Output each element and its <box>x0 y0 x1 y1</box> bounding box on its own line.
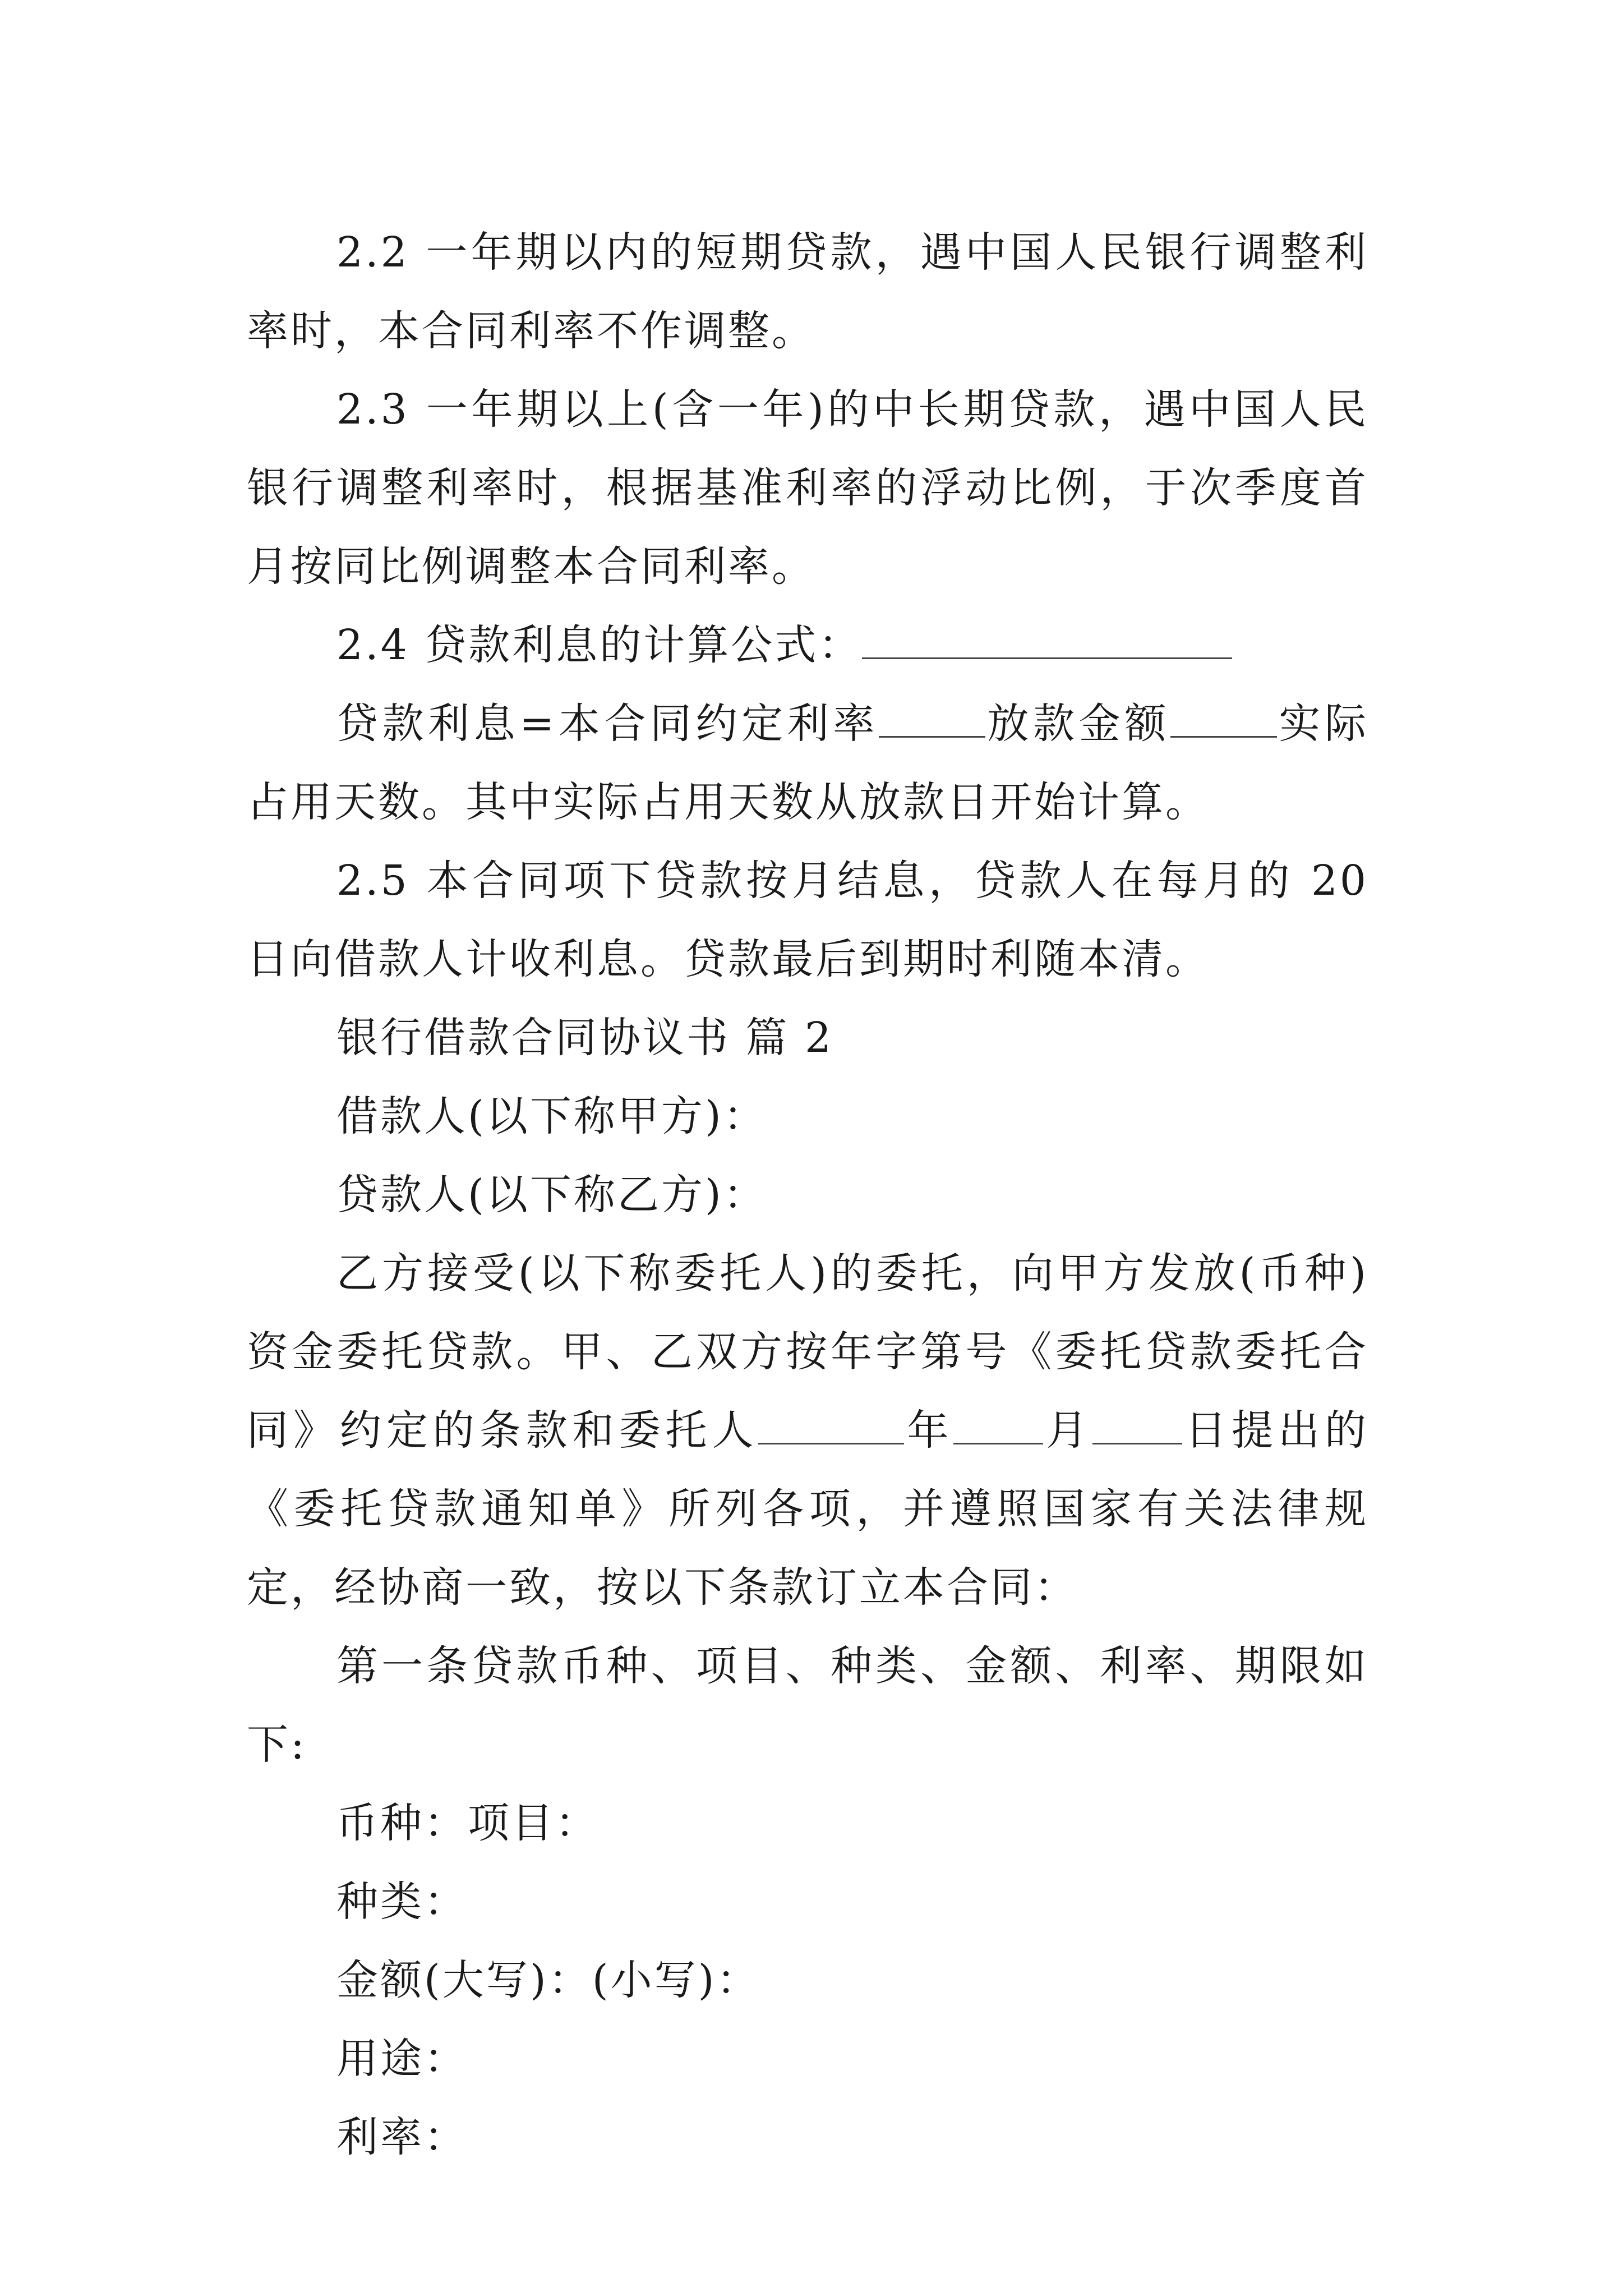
paragraph-entrustment <box>247 1234 1368 1627</box>
paragraph-2-5 <box>247 841 1368 999</box>
paragraph-text: 日提出的《委托贷款通知单》所列各项，并遵照国家有关法律规定，经协商一致，按以下条款订立本合同： <box>247 1406 1369 1612</box>
paragraph-text: 贷款人(以下称乙方)： <box>336 1171 767 1219</box>
month-label: 月 <box>1043 1406 1093 1455</box>
lender-line <box>247 1156 1368 1234</box>
paragraph-2-4 <box>247 606 1368 684</box>
borrower-line <box>247 1077 1368 1156</box>
day-blank <box>1092 1406 1182 1444</box>
paragraph-text: 2.4 贷款利息的计算公式： <box>336 621 863 669</box>
formula-text-3: 实际占用天数。其中实际占用天数从放款日开始计算。 <box>247 700 1368 826</box>
field-purpose <box>247 2019 1368 2098</box>
field-label: 种类： <box>336 1878 468 1926</box>
paragraph-text: 2.2 一年期以内的短期贷款，遇中国人民银行调整利率时，本合同利率不作调整。 <box>247 228 1368 355</box>
paragraph-2-3 <box>247 370 1368 606</box>
month-blank <box>953 1406 1043 1444</box>
field-type <box>247 1862 1368 1941</box>
field-rate <box>247 2098 1368 2177</box>
paragraph-interest-formula <box>247 684 1368 841</box>
paragraph-text: 借款人(以下称甲方)： <box>336 1092 767 1140</box>
heading-text: 银行借款合同协议书 篇 2 <box>336 1014 834 1062</box>
formula-text-1: 贷款利息=本合同约定利率 <box>336 700 879 748</box>
field-currency-project <box>247 1784 1368 1862</box>
amount-blank <box>1170 699 1277 738</box>
field-label: 金额(大写)：(小写)： <box>336 1956 760 2004</box>
paragraph-text: 2.5 本合同项下贷款按月结息，贷款人在每月的 20 日向借款人计收利息。贷款最后到期时利随本清。 <box>247 857 1368 983</box>
field-label: 用途： <box>336 2035 468 2083</box>
article-1 <box>247 1627 1368 1784</box>
field-amount <box>247 1941 1368 2019</box>
document-body <box>247 213 1368 2177</box>
rate-blank <box>879 699 985 738</box>
paragraph-2-2 <box>247 213 1368 370</box>
formula-text-2: 放款金额 <box>985 700 1170 748</box>
entruster-blank <box>758 1406 904 1444</box>
paragraph-text: 乙方接受(以下称委托人)的委托，向甲方发放(币种)资金委托贷款。甲、乙双方按年字第号《委托贷款委托合同》约定的条款和委托人 <box>247 1249 1368 1455</box>
field-label: 币种：项目： <box>336 1799 599 1847</box>
section-heading <box>247 999 1368 1077</box>
paragraph-text: 第一条贷款币种、项目、种类、金额、利率、期限如下: <box>247 1642 1368 1769</box>
year-label: 年 <box>904 1406 954 1455</box>
formula-blank <box>862 620 1232 659</box>
field-label: 利率： <box>336 2113 468 2161</box>
paragraph-text: 2.3 一年期以上(含一年)的中长期贷款，遇中国人民银行调整利率时，根据基准利率的浮动比例，于次季度首月按同比例调整本合同利率。 <box>247 385 1368 591</box>
